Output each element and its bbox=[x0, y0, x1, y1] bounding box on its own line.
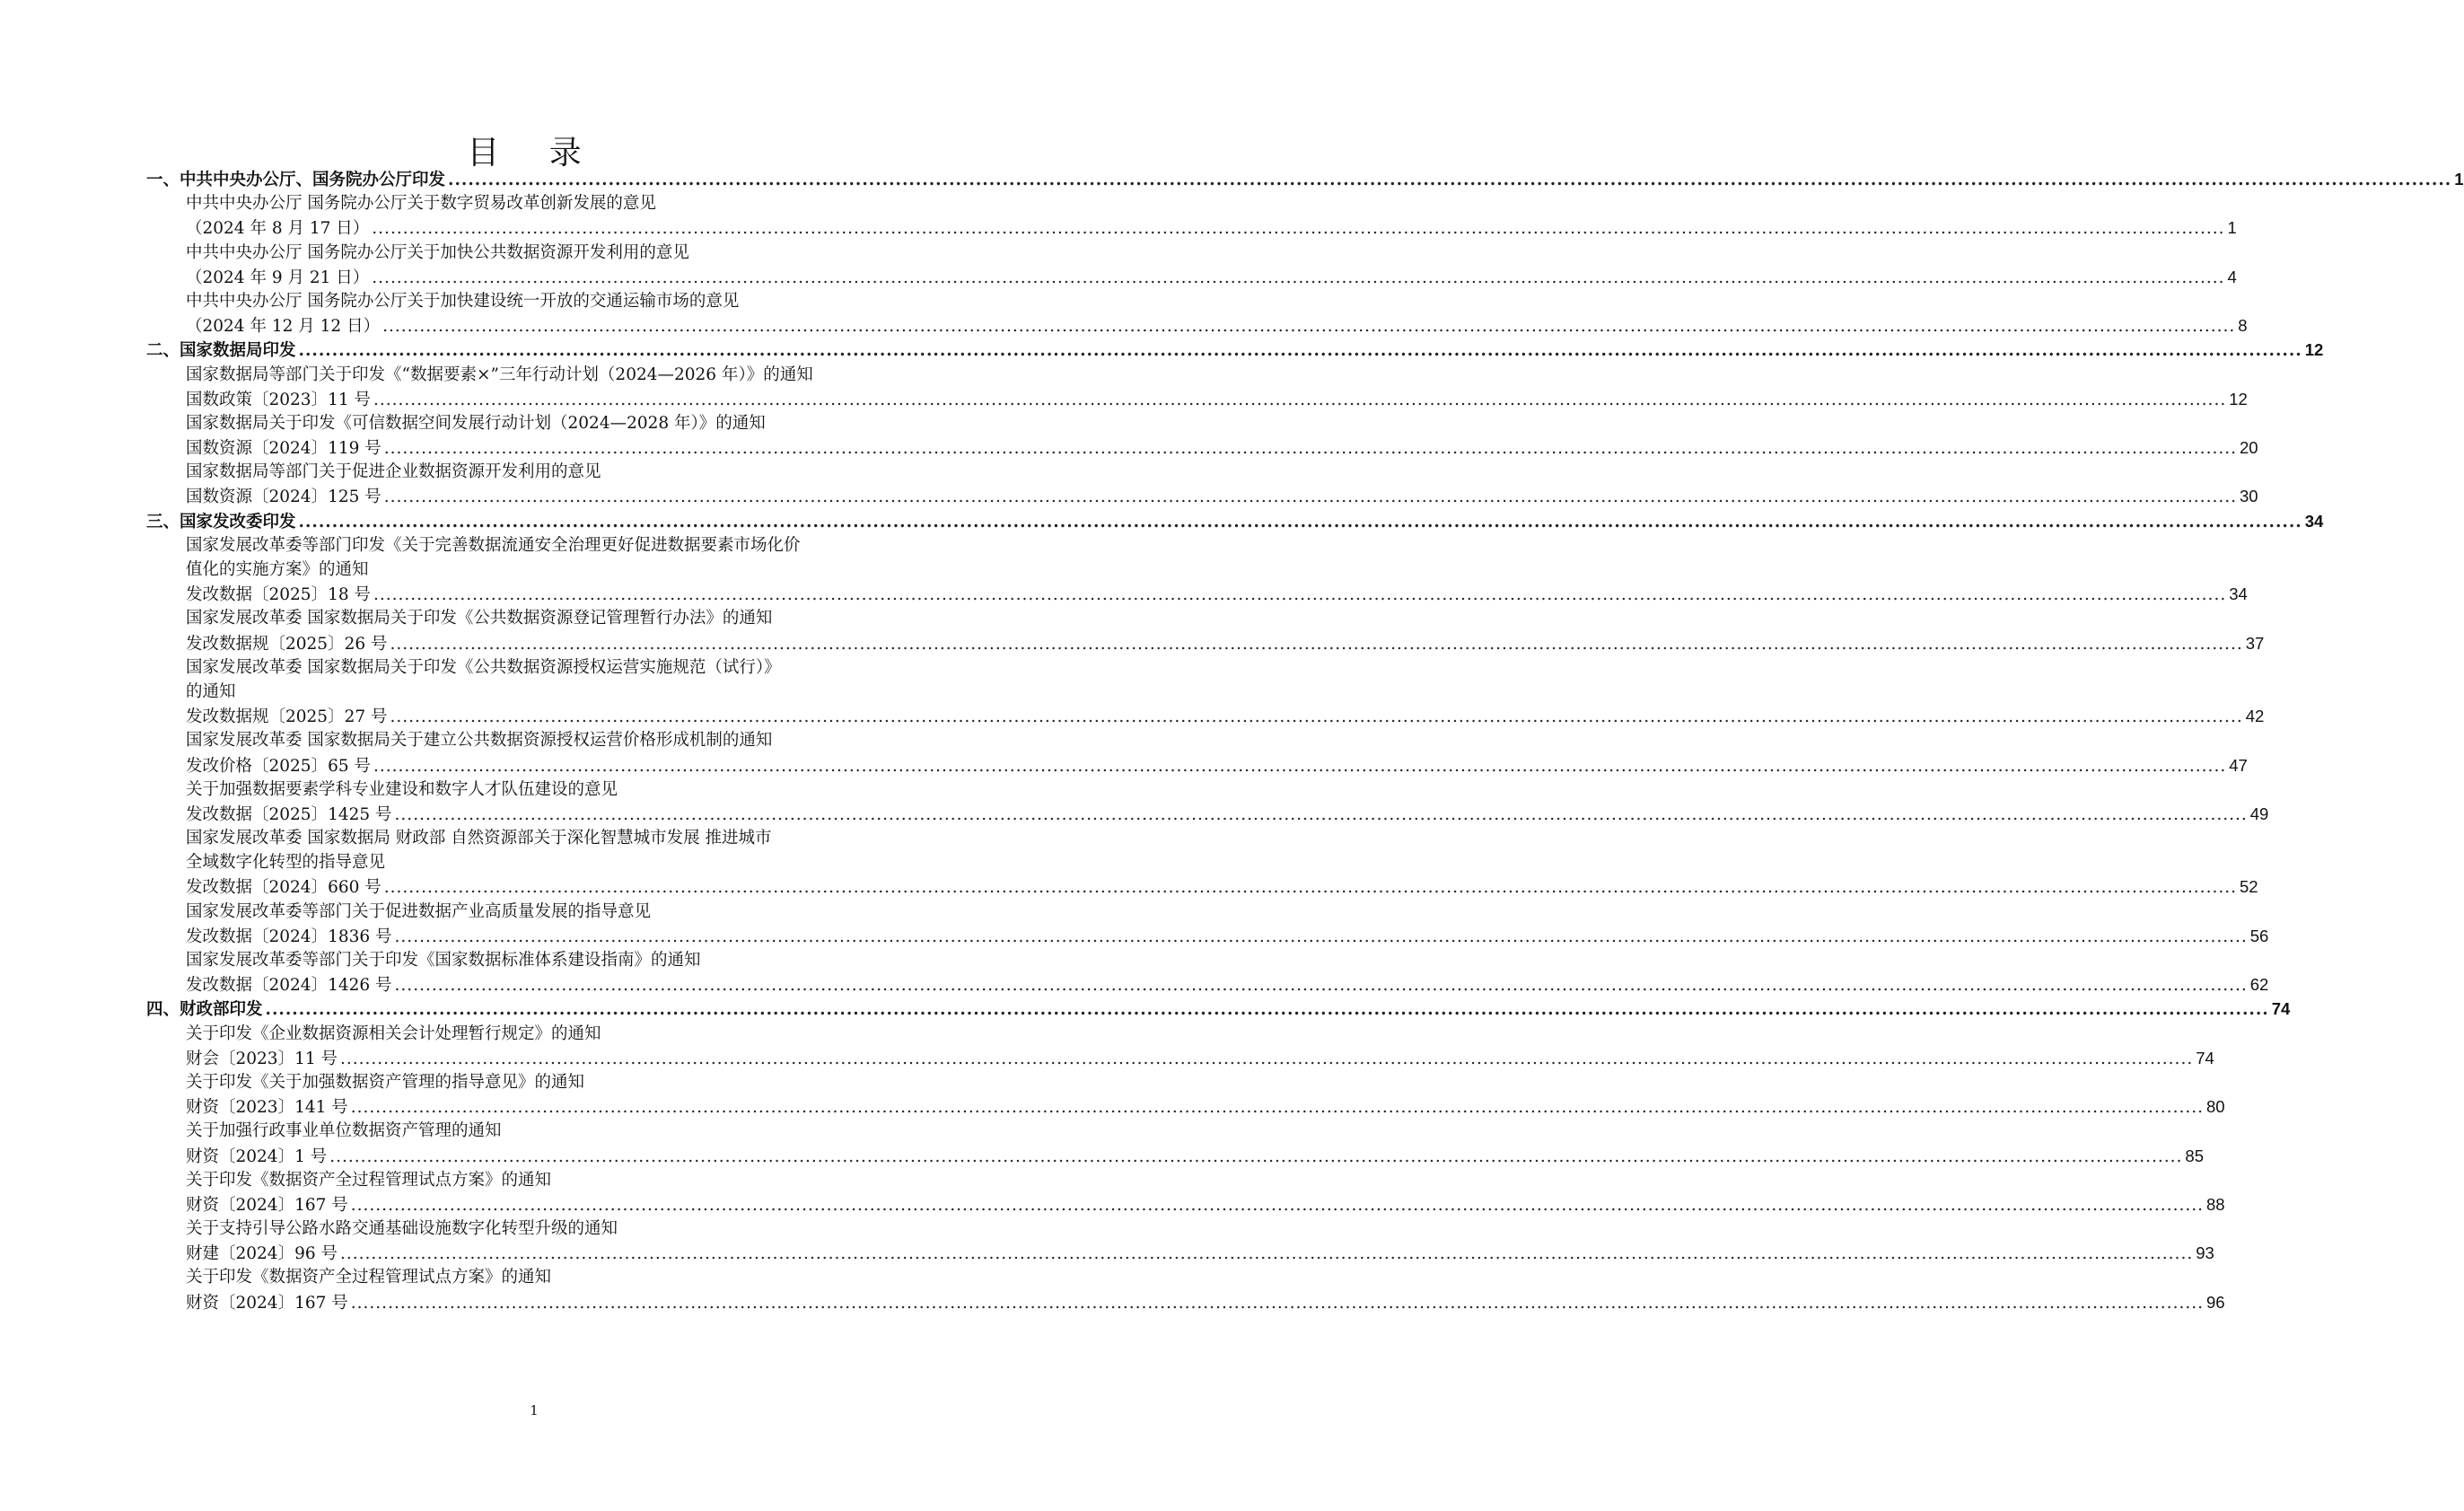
toc-entry-title: 中共中央办公厅 国务院办公厅关于加快公共数据资源开发利用的意见 bbox=[186, 242, 689, 262]
dot-leader: ............................................................................................................................................................................................................................................................................................................ bbox=[373, 585, 2227, 605]
toc-entry-title-line[interactable] bbox=[146, 241, 897, 265]
toc-entry-title-line[interactable] bbox=[146, 363, 897, 387]
table-of-contents bbox=[146, 167, 2464, 1314]
toc-entry-reference-line[interactable] bbox=[146, 802, 2269, 826]
toc-page-number: 12 bbox=[2229, 389, 2248, 408]
toc-entry-title-line[interactable] bbox=[146, 655, 897, 680]
toc-entry-reference: 财资〔2024〕167 号 bbox=[186, 1195, 348, 1215]
toc-entry-title: 国家发展改革委 国家数据局关于印发《公共数据资源授权运营实施规范（试行）》 bbox=[186, 657, 781, 677]
toc-entry-reference-line[interactable] bbox=[146, 1241, 2214, 1265]
toc-entry-title: 关于印发《企业数据资源相关会计处理暂行规定》的通知 bbox=[186, 1023, 601, 1043]
toc-entry-title: 关于印发《关于加强数据资产管理的指导意见》的通知 bbox=[186, 1072, 585, 1092]
toc-entry-reference-line[interactable] bbox=[146, 704, 2265, 728]
toc-page-number: 37 bbox=[2245, 633, 2265, 653]
toc-entry-title: 国家发展改革委等部门关于印发《国家数据标准体系建设指南》的通知 bbox=[186, 951, 701, 970]
toc-section-heading[interactable] bbox=[146, 997, 2291, 1021]
toc-page-number: 1 bbox=[2227, 218, 2237, 238]
toc-entry-reference: 发改数据〔2024〕1836 号 bbox=[186, 927, 392, 946]
toc-page-number: 12 bbox=[2304, 340, 2324, 360]
toc-entry-reference: 发改价格〔2025〕65 号 bbox=[186, 756, 372, 776]
toc-entry-title: 关于印发《数据资产全过程管理试点方案》的通知 bbox=[186, 1268, 552, 1287]
toc-entry-reference: 财建〔2024〕96 号 bbox=[186, 1244, 338, 1264]
toc-page-number: 80 bbox=[2205, 1097, 2225, 1117]
toc-entry-title-line[interactable] bbox=[146, 1119, 897, 1143]
toc-entry-reference: （2024 年 12 月 12 日） bbox=[186, 317, 381, 337]
toc-section-label: 二、国家数据局印发 bbox=[146, 341, 296, 361]
toc-entry-title-line[interactable] bbox=[146, 533, 897, 558]
toc-page-number: 4 bbox=[2227, 267, 2237, 286]
toc-entry-title: 国家发展改革委等部门印发《关于完善数据流通安全治理更好促进数据要素市场化价 bbox=[186, 535, 801, 555]
toc-entry-title-line[interactable] bbox=[146, 411, 897, 435]
toc-page-number: 74 bbox=[2196, 1048, 2214, 1067]
toc-entry-title-line[interactable] bbox=[146, 1265, 897, 1289]
toc-entry-reference-line[interactable] bbox=[146, 1144, 2204, 1168]
dot-leader: ............................................................................................................................................................................................................................................................................................................ bbox=[329, 1146, 2183, 1166]
dot-leader: ............................................................................................................................................................................................................................................................................................................ bbox=[373, 756, 2227, 776]
toc-entry-title: 关于加强数据要素学科专业建设和数字人才队伍建设的意见 bbox=[186, 779, 618, 799]
dot-leader: ............................................................................................................................................................................................................................................................................................................ bbox=[298, 512, 2302, 531]
dot-leader: ............................................................................................................................................................................................................................................................................................................ bbox=[382, 317, 2236, 337]
toc-entry-title: 国家数据局关于印发《可信数据空间发展行动计划（2024—2028 年）》的通知 bbox=[186, 413, 766, 433]
page-number: 1 bbox=[530, 1402, 539, 1419]
page-title: 目 录 bbox=[467, 135, 601, 171]
toc-entry-reference: 国数资源〔2024〕125 号 bbox=[186, 488, 381, 507]
toc-entry-reference: 国数资源〔2024〕119 号 bbox=[186, 439, 381, 459]
toc-entry-reference-line[interactable] bbox=[146, 265, 2237, 289]
toc-entry-reference: 财资〔2024〕167 号 bbox=[186, 1293, 348, 1313]
toc-page-number: 34 bbox=[2304, 511, 2324, 531]
toc-page-number: 30 bbox=[2239, 487, 2258, 506]
toc-entry-reference-line[interactable] bbox=[146, 924, 2269, 948]
toc-entry-reference-line[interactable] bbox=[146, 753, 2248, 777]
dot-leader: ............................................................................................................................................................................................................................................................................................................ bbox=[350, 1195, 2204, 1215]
toc-entry-title-line[interactable] bbox=[146, 606, 897, 630]
dot-leader: ............................................................................................................................................................................................................................................................................................................ bbox=[383, 878, 2237, 898]
toc-page-number: 93 bbox=[2196, 1243, 2214, 1263]
toc-entry-reference-line[interactable] bbox=[146, 874, 2258, 899]
toc-entry-reference: 发改数据规〔2025〕26 号 bbox=[186, 634, 388, 654]
dot-leader: ............................................................................................................................................................................................................................................................................................................ bbox=[394, 804, 2248, 824]
toc-page-number: 34 bbox=[2229, 584, 2248, 604]
toc-entry-title: 国家发展改革委 国家数据局关于印发《公共数据资源登记管理暂行办法》的通知 bbox=[186, 609, 773, 628]
toc-entry-reference: 发改数据〔2025〕18 号 bbox=[186, 585, 372, 605]
toc-page-number: 8 bbox=[2238, 316, 2248, 336]
toc-entry-title: 国家发展改革委等部门关于促进数据产业高质量发展的指导意见 bbox=[186, 901, 652, 921]
toc-section-label: 一、中共中央办公厅、国务院办公厅印发 bbox=[146, 171, 446, 189]
toc-entry-title-line[interactable] bbox=[146, 728, 897, 752]
toc-entry-reference: （2024 年 9 月 21 日） bbox=[186, 268, 370, 287]
dot-leader: ............................................................................................................................................................................................................................................................................................................ bbox=[390, 634, 2243, 654]
toc-page-number: 20 bbox=[2239, 438, 2258, 458]
toc-entry-reference: 发改数据〔2025〕1425 号 bbox=[186, 804, 392, 824]
dot-leader: ............................................................................................................................................................................................................................................................................................................ bbox=[298, 341, 2302, 361]
toc-entry-title: 中共中央办公厅 国务院办公厅关于加快建设统一开放的交通运输市场的意见 bbox=[186, 291, 740, 311]
toc-section-heading[interactable] bbox=[146, 167, 2464, 191]
toc-entry-title-line[interactable] bbox=[146, 680, 897, 704]
dot-leader: ............................................................................................................................................................................................................................................................................................................ bbox=[350, 1293, 2204, 1313]
toc-page-number: 88 bbox=[2205, 1194, 2225, 1214]
toc-entry-title-line[interactable] bbox=[146, 900, 897, 924]
toc-entry-reference: 财资〔2023〕141 号 bbox=[186, 1098, 348, 1118]
dot-leader: ............................................................................................................................................................................................................................................................................................................ bbox=[390, 707, 2243, 727]
toc-entry-reference-line[interactable] bbox=[146, 631, 2265, 655]
dot-leader: ............................................................................................................................................................................................................................................................................................................ bbox=[383, 488, 2237, 507]
toc-entry-reference: 发改数据规〔2025〕27 号 bbox=[186, 707, 388, 727]
toc-entry-reference: 发改数据〔2024〕660 号 bbox=[186, 878, 381, 898]
toc-entry-reference: 国数政策〔2023〕11 号 bbox=[186, 390, 372, 409]
toc-entry-reference-line[interactable] bbox=[146, 1290, 2225, 1314]
toc-entry-title: 关于支持引导公路水路交通基础设施数字化转型升级的通知 bbox=[186, 1219, 618, 1239]
toc-section-label: 三、国家发改委印发 bbox=[146, 512, 296, 531]
dot-leader: ............................................................................................................................................................................................................................................................................................................ bbox=[373, 390, 2227, 409]
toc-entry-reference-line[interactable] bbox=[146, 313, 2248, 338]
toc-section-heading[interactable] bbox=[146, 509, 2324, 533]
toc-entry-reference: （2024 年 8 月 17 日） bbox=[186, 219, 370, 239]
dot-leader: ............................................................................................................................................................................................................................................................................................................ bbox=[448, 171, 2452, 189]
toc-section-label: 四、财政部印发 bbox=[146, 1000, 263, 1020]
toc-entry-title-line[interactable] bbox=[146, 460, 897, 484]
toc-entry-reference: 发改数据〔2024〕1426 号 bbox=[186, 976, 392, 996]
toc-entry-title-line[interactable] bbox=[146, 777, 897, 802]
toc-entry-title-line[interactable] bbox=[146, 850, 897, 874]
toc-entry-title-line[interactable] bbox=[146, 1168, 897, 1192]
toc-section-heading[interactable] bbox=[146, 338, 2324, 362]
toc-entry-reference: 财资〔2024〕1 号 bbox=[186, 1146, 328, 1166]
dot-leader: ............................................................................................................................................................................................................................................................................................................ bbox=[394, 927, 2248, 946]
toc-entry-title-line[interactable] bbox=[146, 826, 897, 850]
toc-entry-title: 国家数据局等部门关于促进企业数据资源开发利用的意见 bbox=[186, 462, 601, 482]
toc-entry-title-line[interactable] bbox=[146, 948, 897, 972]
toc-entry-reference-line[interactable] bbox=[146, 435, 2258, 460]
toc-entry-title: 国家数据局等部门关于印发《“数据要素×”三年行动计划（2024—2026 年）》的通知 bbox=[186, 365, 813, 384]
dot-leader: ............................................................................................................................................................................................................................................................................................................ bbox=[372, 268, 2225, 287]
toc-entry-title-line[interactable] bbox=[146, 289, 897, 313]
toc-entry-title-line[interactable] bbox=[146, 1217, 897, 1241]
toc-entry-title: 国家发展改革委 国家数据局关于建立公共数据资源授权运营价格形成机制的通知 bbox=[186, 731, 773, 751]
toc-page-number: 47 bbox=[2229, 755, 2248, 775]
dot-leader: ............................................................................................................................................................................................................................................................................................................ bbox=[340, 1049, 2194, 1068]
toc-page-number: 96 bbox=[2205, 1292, 2225, 1312]
toc-page-number: 56 bbox=[2249, 926, 2269, 945]
toc-entry-title: 的通知 bbox=[186, 681, 236, 701]
toc-page-number: 1 bbox=[2454, 170, 2464, 189]
dot-leader: ............................................................................................................................................................................................................................................................................................................ bbox=[350, 1098, 2204, 1118]
toc-page-number: 42 bbox=[2245, 707, 2265, 726]
toc-entry-title: 中共中央办公厅 国务院办公厅关于数字贸易改革创新发展的意见 bbox=[186, 194, 656, 214]
toc-entry-title-line[interactable] bbox=[146, 1070, 897, 1094]
toc-entry-reference-line[interactable] bbox=[146, 1046, 2214, 1070]
toc-entry-reference-line[interactable] bbox=[146, 484, 2258, 508]
dot-leader: ............................................................................................................................................................................................................................................................................................................ bbox=[372, 219, 2225, 239]
toc-entry-title: 全域数字化转型的指导意见 bbox=[186, 853, 386, 873]
dot-leader: ............................................................................................................................................................................................................................................................................................................ bbox=[340, 1244, 2194, 1264]
toc-page-number: 62 bbox=[2249, 975, 2269, 995]
dot-leader: ............................................................................................................................................................................................................................................................................................................ bbox=[383, 439, 2237, 459]
dot-leader: ............................................................................................................................................................................................................................................................................................................ bbox=[394, 976, 2248, 996]
toc-entry-title: 值化的实施方案》的通知 bbox=[186, 560, 369, 579]
toc-entry-reference: 财会〔2023〕11 号 bbox=[186, 1049, 338, 1068]
toc-page-number: 52 bbox=[2239, 877, 2258, 897]
toc-entry-title: 关于加强行政事业单位数据资产管理的通知 bbox=[186, 1121, 502, 1141]
toc-entry-reference-line[interactable] bbox=[146, 215, 2237, 240]
toc-entry-reference-line[interactable] bbox=[146, 1192, 2225, 1217]
toc-entry-reference-line[interactable] bbox=[146, 972, 2269, 997]
toc-entry-title-line[interactable] bbox=[146, 1022, 897, 1046]
toc-page-number: 49 bbox=[2249, 804, 2269, 823]
toc-entry-title: 关于印发《数据资产全过程管理试点方案》的通知 bbox=[186, 1170, 552, 1190]
toc-entry-reference-line[interactable] bbox=[146, 1094, 2225, 1119]
toc-entry-reference-line[interactable] bbox=[146, 387, 2248, 411]
toc-entry-title-line[interactable] bbox=[146, 191, 897, 215]
toc-entry-reference-line[interactable] bbox=[146, 582, 2248, 606]
toc-page-number: 85 bbox=[2185, 1146, 2204, 1165]
toc-entry-title: 国家发展改革委 国家数据局 财政部 自然资源部关于深化智慧城市发展 推进城市 bbox=[186, 829, 772, 848]
toc-entry-title-line[interactable] bbox=[146, 558, 897, 582]
toc-page-number: 74 bbox=[2271, 999, 2291, 1019]
dot-leader: ............................................................................................................................................................................................................................................................................................................ bbox=[265, 1000, 2269, 1020]
